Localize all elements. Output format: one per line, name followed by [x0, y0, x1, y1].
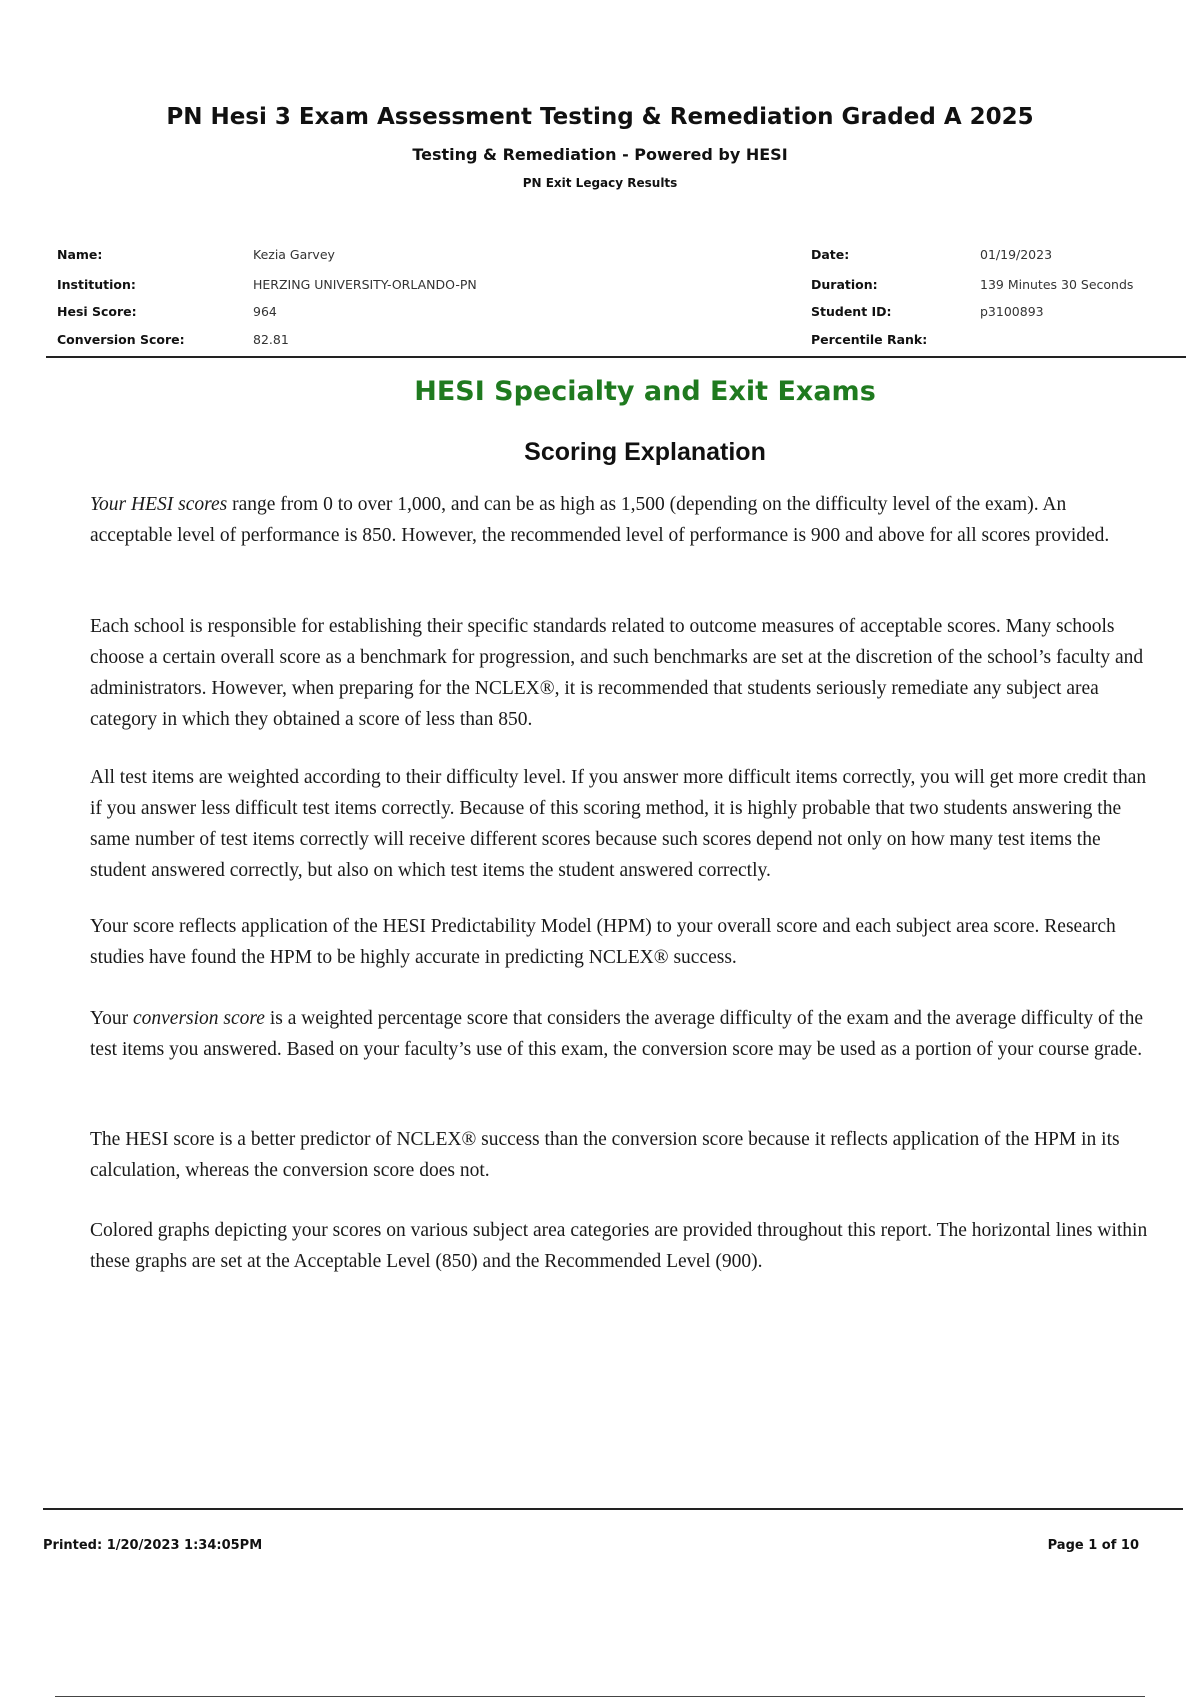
conversion-score-value: 82.81 [253, 332, 289, 347]
institution-label: Institution: [57, 277, 136, 292]
header-divider [46, 356, 1186, 358]
hesi-score-value: 964 [253, 304, 277, 319]
footer-divider [43, 1508, 1183, 1510]
printed-timestamp: Printed: 1/20/2023 1:34:05PM [43, 1538, 263, 1553]
scoring-heading: Scoring Explanation [524, 438, 766, 466]
paragraph-conversion-score-text: is a weighted percentage score that considers the average difficulty of the exam and the average difficulty of the test items you answered. Based on your faculty’s use of this exam, the conversion score may be used as a portion of your course grade. [90, 1008, 1143, 1060]
conversion-score-label: Conversion Score: [57, 332, 185, 347]
paragraph-hesi-scores [90, 489, 1150, 551]
paragraph-predictor: The HESI score is a better predictor of NCLEX® success than the conversion score because it reflects application of the HPM in its calculation, whereas the conversion score does not. [90, 1129, 1120, 1181]
paragraph-school-standards: Each school is responsible for establishing their specific standards related to outcome measures of acceptable scores. Many schools choose a certain overall score as a benchmark for progression, and such benchmarks are set at the discretion of the school’s faculty and administrators. However, when preparing for the NCLEX®, it is recommended that students seriously remediate any subject area category in which they obtained a score of less than 850. [90, 616, 1144, 730]
paragraph-conversion-score-emphasis: conversion score [133, 1008, 265, 1029]
results-type: PN Exit Legacy Results [522, 176, 678, 190]
page-number: Page 1 of 10 [1047, 1538, 1139, 1553]
percentile-rank-label: Percentile Rank: [811, 332, 928, 347]
student-id-value: p3100893 [980, 304, 1044, 319]
hesi-score-label: Hesi Score: [57, 304, 137, 319]
exam-heading: HESI Specialty and Exit Exams [414, 376, 876, 407]
document-subtitle: Testing & Remediation - Powered by HESI [412, 145, 788, 164]
document-title: PN Hesi 3 Exam Assessment Testing & Remediation Graded A 2025 [166, 104, 1034, 130]
duration-value: 139 Minutes 30 Seconds [980, 277, 1134, 292]
date-value: 01/19/2023 [980, 247, 1053, 262]
page-bottom-rule [55, 1696, 1145, 1697]
paragraph-graphs: Colored graphs depicting your scores on various subject area categories are provided throughout this report. The horizontal lines within these graphs are set at the Acceptable Level (850) and the Recommended Level (900). [90, 1220, 1148, 1272]
paragraph-hesi-scores-text: range from 0 to over 1,000, and can be as high as 1,500 (depending on the difficulty level of the exam). An acceptable level of performance is 850. However, the recommended level of performance is 900 and above for all scores provided. [90, 494, 1110, 546]
paragraph-conversion-score [90, 1003, 1150, 1065]
name-label: Name: [57, 247, 103, 262]
paragraph-weighting: All test items are weighted according to their difficulty level. If you answer more difficult items correctly, you will get more credit than if you answer less difficult test items correctly. Because of this scoring method, it is highly probable that two students answering the same number of test items correctly will receive different scores because such scores depend not only on how many test items the student answered correctly, but also on which test items the student answered correctly. [90, 767, 1147, 881]
paragraph-conversion-score-start: Your [90, 1008, 133, 1029]
name-value: Kezia Garvey [253, 247, 335, 262]
institution-value: HERZING UNIVERSITY-ORLANDO-PN [253, 277, 477, 292]
duration-label: Duration: [811, 277, 878, 292]
date-label: Date: [811, 247, 850, 262]
student-id-label: Student ID: [811, 304, 892, 319]
paragraph-hpm: Your score reflects application of the HESI Predictability Model (HPM) to your overall score and each subject area score. Research studies have found the HPM to be highly accurate in predicting NCLEX® success. [90, 916, 1116, 968]
paragraph-hesi-scores-emphasis: Your HESI scores [90, 494, 228, 515]
